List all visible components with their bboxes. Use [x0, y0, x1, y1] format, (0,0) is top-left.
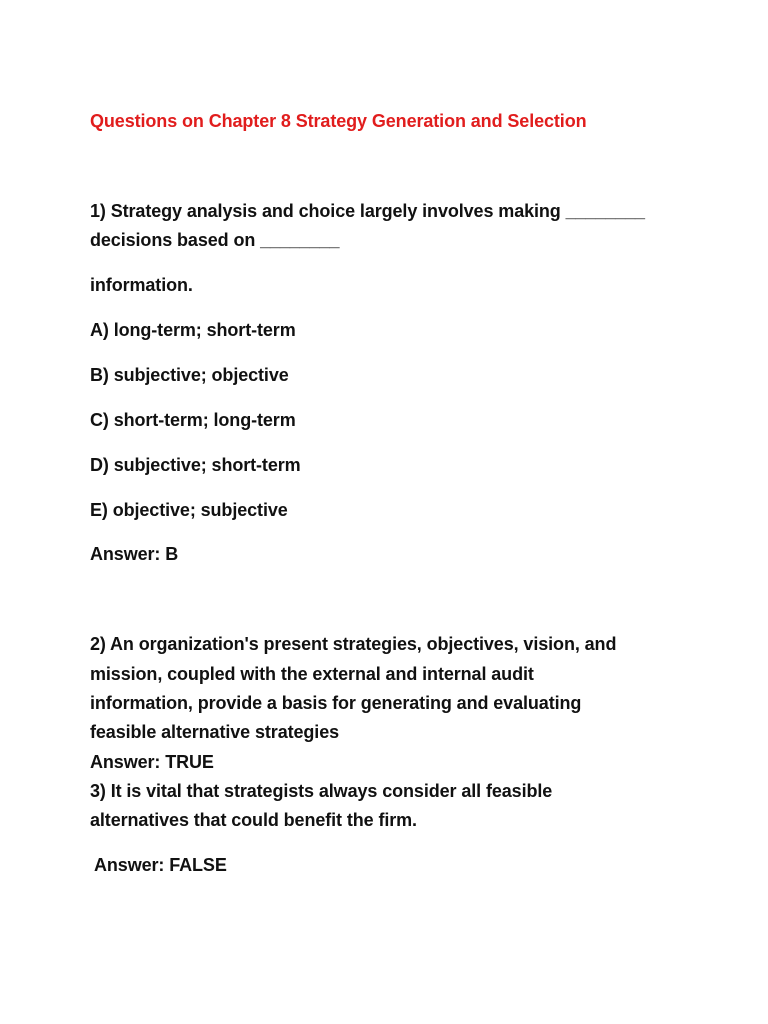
question-1-line-2: decisions based on ________ [90, 230, 340, 250]
question-3-line-2: alternatives that could benefit the firm. [90, 810, 417, 830]
question-1-option-a: A) long-term; short-term [90, 320, 296, 340]
question-1-answer: Answer: B [90, 544, 179, 564]
question-2-line-2: mission, coupled with the external and internal audit [90, 664, 534, 684]
question-1-option-c: C) short-term; long-term [90, 410, 296, 430]
question-1-option-b: B) subjective; objective [90, 365, 289, 385]
document-title: Questions on Chapter 8 Strategy Generation and Selection [90, 111, 587, 131]
question-3-answer: Answer: FALSE [94, 855, 227, 875]
question-2-line-1: 2) An organization's present strategies, objectives, vision, and [90, 634, 617, 654]
question-1-line-3: information. [90, 275, 193, 295]
question-3-line-1: 3) It is vital that strategists always consider all feasible [90, 781, 553, 801]
question-1-option-e: E) objective; subjective [90, 500, 288, 520]
question-2-line-4: feasible alternative strategies [90, 722, 340, 742]
question-1-line-1: 1) Strategy analysis and choice largely involves making ________ [90, 201, 645, 221]
question-1-option-d: D) subjective; short-term [90, 455, 301, 475]
question-2-answer: Answer: TRUE [90, 752, 214, 772]
question-2-line-3: information, provide a basis for generating and evaluating [90, 693, 582, 713]
